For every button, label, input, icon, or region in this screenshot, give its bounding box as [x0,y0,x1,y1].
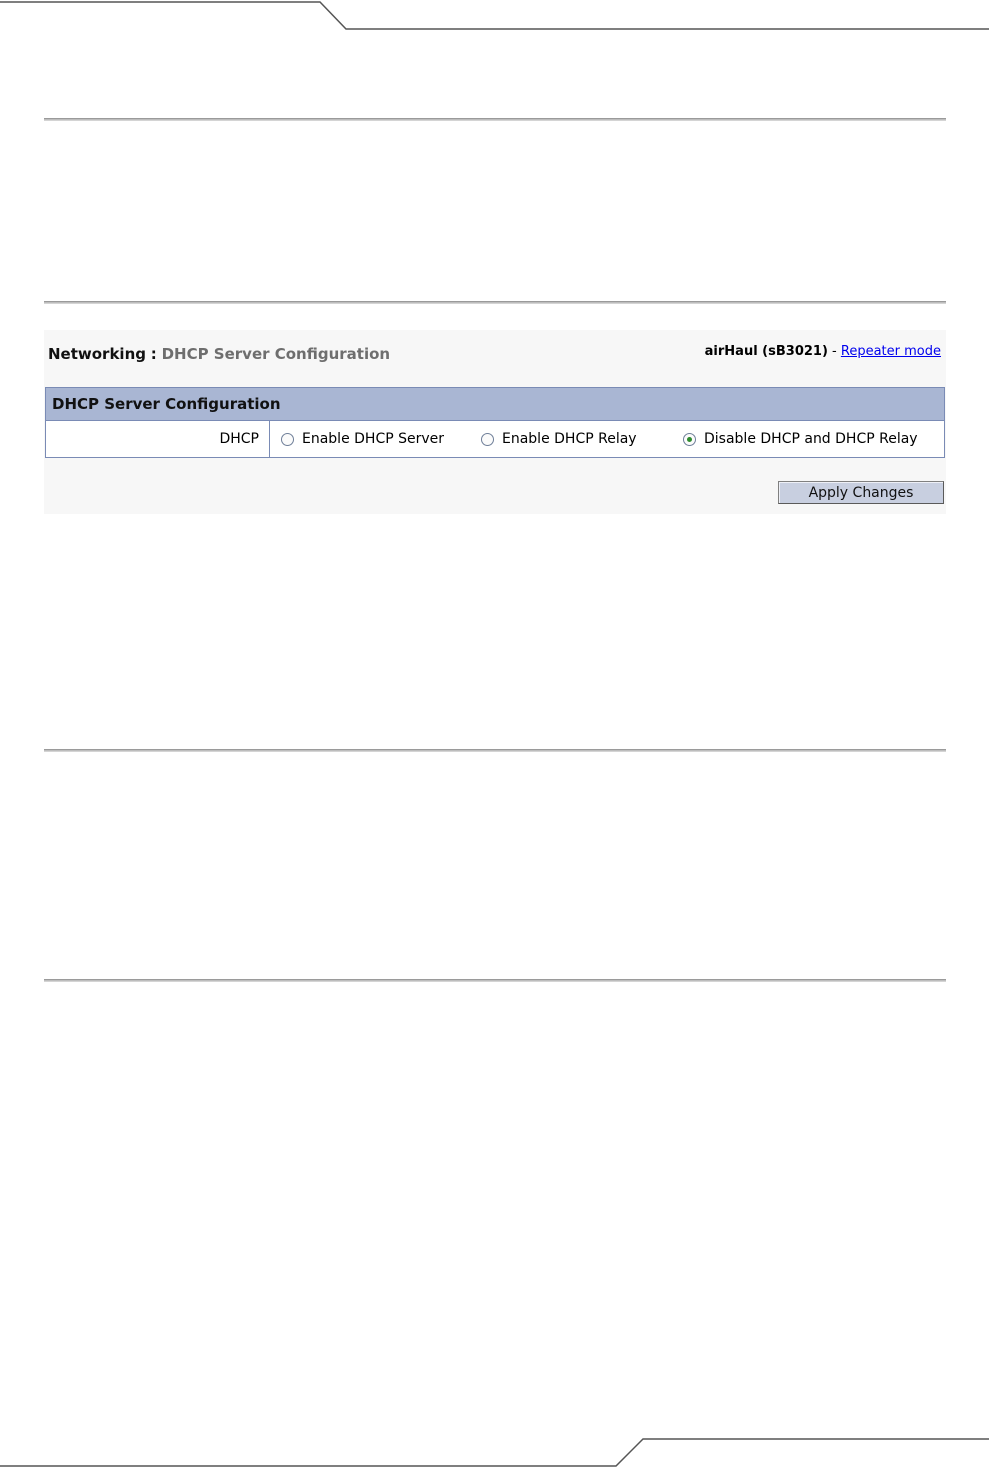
divider-rule [44,979,946,982]
enable-dhcp-relay-option[interactable] [481,421,637,457]
disable-dhcp-radio[interactable] [683,433,696,446]
enable-dhcp-server-option[interactable] [281,421,444,457]
disable-dhcp-label: Disable DHCP and DHCP Relay [704,431,918,447]
dhcp-row [46,421,944,457]
divider-rule [44,749,946,752]
dhcp-config-table [45,387,945,458]
disable-dhcp-option[interactable] [683,421,918,457]
footer-frame-line [0,1439,989,1466]
dhcp-field-label: DHCP [46,421,270,457]
enable-dhcp-server-label: Enable DHCP Server [302,431,445,447]
divider-rule [44,301,946,304]
apply-changes-button[interactable]: Apply Changes [778,481,944,504]
device-name: airHaul (sB3021) [704,344,828,359]
enable-dhcp-server-radio[interactable] [281,433,294,446]
header-frame-line [0,2,989,29]
breadcrumb-separator: : [150,345,157,363]
breadcrumb-page: DHCP Server Configuration [161,345,391,363]
breadcrumb-section: Networking [48,345,146,363]
breadcrumb [48,344,390,364]
enable-dhcp-relay-radio[interactable] [481,433,494,446]
divider-rule [44,118,946,121]
enable-dhcp-relay-label: Enable DHCP Relay [502,431,637,447]
config-table-title: DHCP Server Configuration [46,388,944,421]
repeater-mode-link[interactable]: Repeater mode [840,344,941,359]
device-info [705,343,941,361]
device-separator: - [832,344,837,359]
